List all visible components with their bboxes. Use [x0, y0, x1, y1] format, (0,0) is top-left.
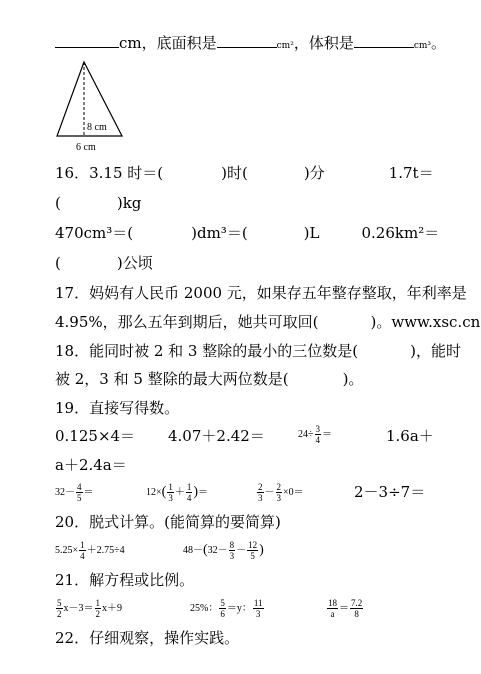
- q19-title: 19．直接写得数。: [55, 399, 180, 417]
- q20-title: 20．脱式计算。(能简算的要简算): [55, 513, 281, 531]
- fraction: $\frac{1}{4}$: [186, 482, 192, 503]
- base-label: 6 cm: [76, 142, 96, 153]
- q22-title: 22．仔细观察，操作实践。: [55, 629, 240, 647]
- q21-item-c: $\frac{18}{a}$ ＝ $\frac{7.2}{8}$: [328, 598, 363, 619]
- q19-item-d: 1.6a＋: [386, 427, 434, 445]
- q19-item-c: 24÷ $\frac{3}{4}$ ＝: [298, 424, 332, 445]
- q19-item-f: 32－ $\frac{4}{5}$ ＝: [55, 482, 94, 503]
- q21-item-b: 25%： $\frac{5}{6}$ ＝y： $\frac{11}{3}$: [190, 598, 263, 619]
- q19-item-h: $\frac{2}{3}$ － $\frac{2}{3}$ ×0＝: [258, 482, 304, 503]
- fraction: $\frac{2}{3}$: [276, 482, 281, 503]
- q20-item-b: 48－(32－ $\frac{8}{3}$ － $\frac{12}{5}$ ): [183, 540, 264, 561]
- fraction: $\frac{5}{6}$: [220, 598, 225, 619]
- fraction: $\frac{1}{4}$: [80, 540, 85, 561]
- q21-title: 21．解方程或比例。: [55, 571, 195, 589]
- q16-line3: 470cm³＝( )dm³＝( )L 0.26km²＝: [55, 224, 440, 242]
- fraction: $\frac{5}{2}$: [57, 598, 62, 619]
- fraction: $\frac{8}{3}$: [229, 540, 235, 561]
- q17-line1: 17．妈妈有人民币 2000 元，如果存五年整存整取，年利率是: [55, 284, 467, 302]
- triangle-figure: [50, 58, 130, 154]
- q19-item-i: 2－3÷7＝: [354, 483, 426, 501]
- fraction: $\frac{2}{3}$: [258, 482, 263, 503]
- answer-blank-volume[interactable]: [354, 35, 414, 48]
- fraction: $\frac{7.2}{8}$: [351, 598, 363, 619]
- q19-item-b: 4.07＋2.42＝: [168, 427, 265, 445]
- q19-item-a: 0.125×4＝: [55, 427, 136, 445]
- fraction: $\frac{1}{3}$: [168, 482, 173, 503]
- q16-line2: ( )kg: [55, 194, 142, 212]
- fraction: $\frac{4}{5}$: [77, 482, 82, 503]
- q16-line1: 16．3.15 时＝( )时( )分 1.7t＝: [55, 164, 434, 182]
- q21-item-a: $\frac{5}{2}$ x－3＝ $\frac{1}{2}$ x＋9: [57, 598, 122, 619]
- q20-item-a: 5.25× $\frac{1}{4}$ ＋2.75÷4: [55, 540, 125, 561]
- answer-blank-base-area[interactable]: [217, 35, 277, 48]
- height-label: 8 cm: [87, 122, 107, 133]
- fraction: $\frac{3}{4}$: [315, 424, 320, 445]
- q15-answer-line: cm，底面积是 cm²，体积是 cm³。: [55, 34, 446, 55]
- fraction: $\frac{18}{a}$: [328, 598, 337, 619]
- fraction: $\frac{12}{5}$: [248, 540, 258, 561]
- q18-line2: 被 2，3 和 5 整除的最大两位数是( )。: [55, 370, 364, 388]
- q19-item-e: a＋2.4a＝: [55, 456, 127, 474]
- fraction: $\frac{1}{2}$: [95, 598, 100, 619]
- q19-item-g: 12×( $\frac{1}{3}$ ＋ $\frac{1}{4}$ )＝: [146, 482, 208, 503]
- q16-line4: ( )公顷: [55, 254, 153, 272]
- q17-line2: 4.95%，那么五年到期后，她共可取回( )。www.xsc.cn: [55, 313, 481, 331]
- fraction: $\frac{11}{3}$: [253, 598, 263, 619]
- answer-blank-height[interactable]: [55, 35, 119, 48]
- q18-line1: 18．能同时被 2 和 3 整除的最小的三位数是( )，能时: [55, 342, 461, 360]
